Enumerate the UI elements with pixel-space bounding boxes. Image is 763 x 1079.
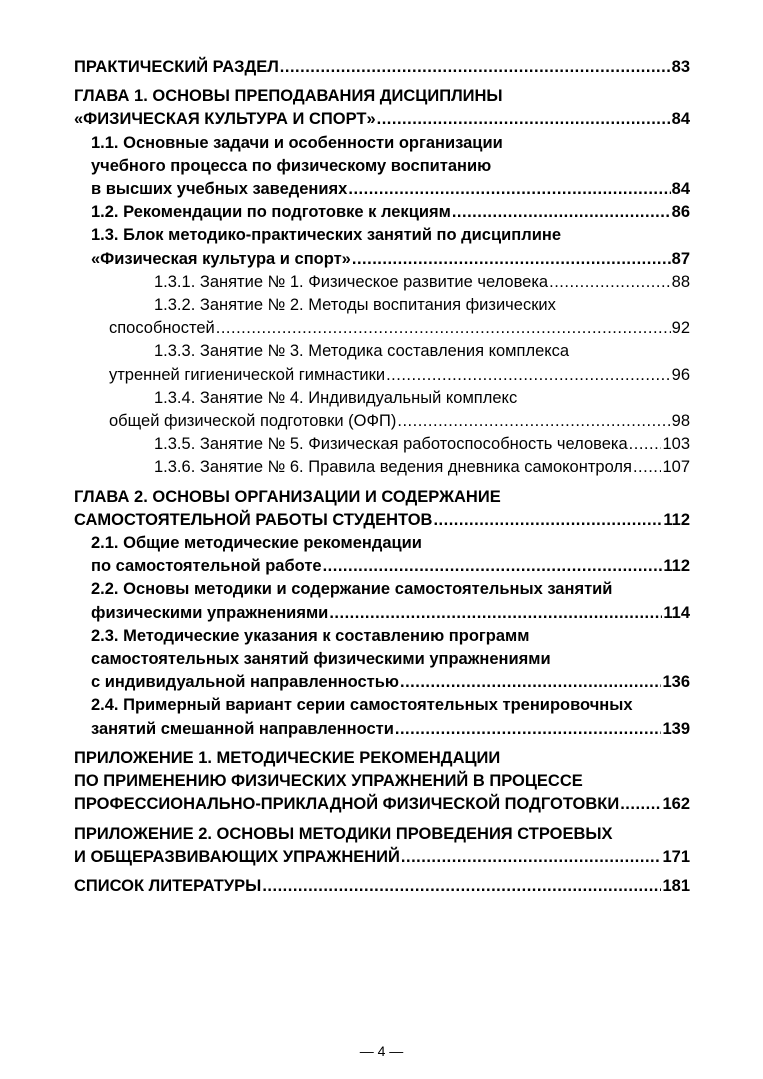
toc-entry-title: 2.2. Основы методики и содержание самостоятельных занятий [91,580,613,599]
toc-page-number: 181 [662,876,690,895]
toc-page-number: 114 [663,603,690,622]
toc-entry-section-1-2 [74,201,690,224]
toc-page-number: 98 [671,412,690,431]
toc-entry-title: 1.3.3. Занятие № 3. Методика составления комплекса [154,342,570,361]
toc-entry-lesson-3 [74,340,690,386]
toc-entry-title: 1.3. Блок методико-практических занятий по дисциплине [91,226,562,245]
toc-entry-title-cont: ПО ПРИМЕНЕНИЮ ФИЗИЧЕСКИХ УПРАЖНЕНИЙ В ПРОЦЕССЕ [74,772,583,791]
toc-page-number: 162 [662,795,690,814]
dot-leader [386,364,671,387]
toc-page-number: 92 [671,319,690,338]
toc-entry-practical [74,56,690,79]
toc-entry-lesson-2 [74,294,690,340]
toc-entry-title: ПРИЛОЖЕНИЕ 1. МЕТОДИЧЕСКИЕ РЕКОМЕНДАЦИИ [74,748,501,767]
toc-entry-section-2-1 [74,532,690,578]
toc-entry-title-cont: общей физической подготовки (ОФП) [109,412,397,431]
toc-entry-title-cont: в высших учебных заведениях [91,180,348,199]
dot-leader [348,178,670,201]
toc-entry-title: 1.3.4. Занятие № 4. Индивидуальный комплекс [154,388,518,407]
toc-entry-title: 1.3.2. Занятие № 2. Методы воспитания физических [154,296,556,315]
toc-entry-section-2-4 [74,694,690,740]
toc-entry-appendix-2 [74,823,690,869]
toc-entry-lesson-6 [74,456,690,479]
toc-entry-title-cont: ПРОФЕССИОНАЛЬНО-ПРИКЛАДНОЙ ФИЗИЧЕСКОЙ ПОДГОТОВКИ [74,795,620,814]
toc-page-number: 86 [671,203,690,222]
toc-entry-lesson-4 [74,387,690,433]
dot-leader [395,718,662,741]
page-number: — 4 — [359,1043,404,1059]
toc-entry-title: 1.3.5. Занятие № 5. Физическая работоспособность человека [154,435,628,454]
toc-entry-title-cont: физическими упражнениями [91,603,329,622]
toc-entry-title: 1.3.6. Занятие № 6. Правила ведения дневника самоконтроля [154,458,632,477]
toc-page-number: 87 [671,249,690,268]
toc-entry-title-cont: САМОСТОЯТЕЛЬНОЙ РАБОТЫ СТУДЕНТОВ [74,510,433,529]
dot-leader [216,317,671,340]
toc-page-number: 88 [671,272,690,291]
toc-entry-title: 2.1. Общие методические рекомендации [91,534,422,553]
toc-entry-title-cont: способностей [109,319,215,338]
dot-leader [452,201,671,224]
toc-entry-title: ГЛАВА 1. ОСНОВЫ ПРЕПОДАВАНИЯ ДИСЦИПЛИНЫ [74,87,503,106]
toc-page-number: 84 [671,110,690,129]
toc-entry-title: ПРАКТИЧЕСКИЙ РАЗДЕЛ [74,58,279,76]
toc-entry-title: ПРИЛОЖЕНИЕ 2. ОСНОВЫ МЕТОДИКИ ПРОВЕДЕНИЯ СТРОЕВЫХ [74,824,613,843]
dot-leader [352,248,671,271]
toc-entry-title: ГЛАВА 2. ОСНОВЫ ОРГАНИЗАЦИИ И СОДЕРЖАНИЕ [74,487,501,506]
toc-entry-title: 2.4. Примерный вариант серии самостоятельных тренировочных [91,696,633,715]
dot-leader [629,433,662,456]
toc-entry-appendix-1 [74,747,690,817]
toc-entry-title-cont: учебного процесса по физическому воспитанию [91,156,492,175]
toc-entry-title-cont: И ОБЩЕРАЗВИВАЮЩИХ УПРАЖНЕНИЙ [74,847,400,866]
toc-entry-section-1-3 [74,224,690,270]
toc-entry-title: 1.3.1. Занятие № 1. Физическое развитие человека [154,272,549,291]
toc-entry-title-cont: по самостоятельной работе [91,557,322,576]
dot-leader [262,875,661,898]
dot-leader [433,509,662,532]
table-of-contents [74,56,690,898]
toc-entry-section-2-3 [74,625,690,695]
dot-leader [549,271,671,294]
toc-entry-title: 1.2. Рекомендации по подготовке к лекциям [91,203,451,222]
dot-leader [280,56,671,79]
toc-page-number: 107 [662,458,690,477]
toc-entry-title-cont: утренней гигиенической гимнастики [109,365,386,384]
toc-entry-title-cont: «ФИЗИЧЕСКАЯ КУЛЬТУРА И СПОРТ» [74,110,376,129]
dot-leader [397,410,670,433]
toc-entry-section-2-2 [74,578,690,624]
toc-entry-title-cont: самостоятельных занятий физическими упражнениями [91,650,551,669]
dot-leader [400,671,661,694]
toc-page-number: 171 [662,847,690,866]
toc-entry-section-1-1 [74,132,690,202]
toc-entry-chapter-1 [74,85,690,131]
toc-page-number: 139 [662,719,690,738]
dot-leader [377,108,671,131]
toc-entry-title-cont: занятий смешанной направленности [91,719,394,738]
toc-page-number: 103 [662,435,690,454]
dot-leader [620,793,661,816]
toc-entry-title: 2.3. Методические указания к составлению программ [91,626,530,645]
dot-leader [329,602,662,625]
toc-page-number: 112 [663,557,690,576]
toc-page-number: 136 [662,673,690,692]
toc-page-number: 96 [671,365,690,384]
toc-page-number: 84 [671,180,690,199]
dot-leader [633,456,662,479]
toc-page-number: 83 [671,58,690,76]
toc-entry-title: СПИСОК ЛИТЕРАТУРЫ [74,876,262,895]
dot-leader [323,555,663,578]
toc-entry-title-cont: с индивидуальной направленностью [91,673,399,692]
toc-entry-references [74,875,690,898]
toc-page-number: 112 [663,510,690,529]
toc-entry-title-cont: «Физическая культура и спорт» [91,249,351,268]
toc-entry-lesson-1 [74,271,690,294]
dot-leader [401,846,662,869]
toc-entry-chapter-2 [74,486,690,532]
toc-entry-lesson-5 [74,433,690,456]
toc-entry-title: 1.1. Основные задачи и особенности организации [91,133,503,152]
